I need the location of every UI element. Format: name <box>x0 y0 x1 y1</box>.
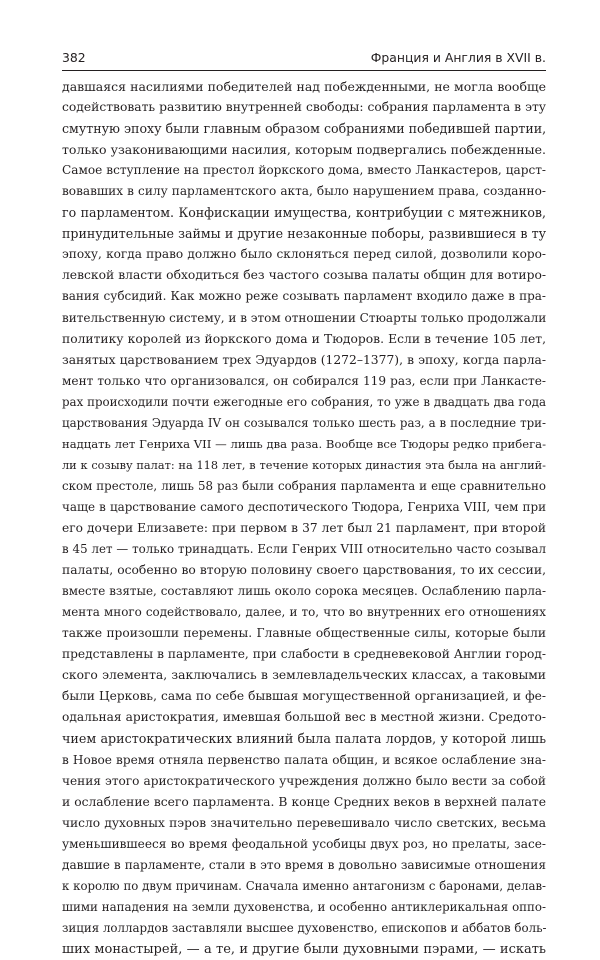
text-line: давшаяся насилиями победителей над побежденными, не могла вообще <box>62 79 546 94</box>
text-line: и ослабление всего парламента. В конце Средних веков в верхней палате <box>62 794 546 809</box>
text-line: ского элемента, заключались в землевладельческих классах, а таковыми <box>62 668 546 683</box>
page-number: 382 <box>62 50 86 65</box>
text-line: ли к созыву палат: на 118 лет, в течение которых династия эта была на англий- <box>62 458 546 472</box>
text-line: занятых царствованием трех Эдуардов (1272–1377), в эпоху, когда парла- <box>62 352 546 367</box>
text-line: вместе взятые, составляют лишь около сорока месяцев. Ослаблению парла- <box>62 584 546 599</box>
text-line: в 45 лет — только тринадцать. Если Генрих VIII относительно часто созывал <box>62 542 546 557</box>
text-line: политику королей из йоркского дома и Тюдоров. Если в течение 105 лет, <box>62 331 546 346</box>
text-line: ших монастырей, — а те, и другие были духовными пэрами, — искать <box>62 941 546 957</box>
text-line: чения этого аристократического учреждения должно было вести за собой <box>62 773 546 788</box>
text-line: мент только что организовался, он собирался 119 раз, если при Ланкасте- <box>62 373 546 388</box>
text-line: представлены в парламенте, при слабости в средневековой Англии город- <box>62 647 546 662</box>
text-line: чием аристократических влияний была палата лордов, у которой лишь <box>62 731 546 747</box>
running-title: Франция и Англия в XVII в. <box>370 50 546 65</box>
text-line: вовавших в силу парламентского акта, было нарушением права, созданно- <box>62 184 546 199</box>
text-line: число духовных пэров значительно перевешивало число светских, весьма <box>62 815 546 830</box>
text-line: также произошли перемены. Главные общественные силы, которые были <box>62 626 546 641</box>
text-line: левской власти обходиться без частого созыва палаты общин для вотиро- <box>62 268 546 283</box>
text-line: палаты, особенно во вторую половину своего царствования, то их сессии, <box>62 563 546 578</box>
text-line: шими нападения на земли духовенства, и особенно антиклерикальная оппо- <box>62 899 546 914</box>
text-line: только узаконивающими насилия, которым подвергались побежденные. <box>62 142 546 158</box>
text-line: зиция лоллардов заставляли высшее духовенство, епископов и аббатов боль- <box>62 920 546 935</box>
text-line: вания субсидий. Как можно реже созывать парламент входило даже в пра- <box>62 289 546 304</box>
text-line: Самое вступление на престол йоркского дома, вместо Ланкастеров, царст- <box>62 163 546 178</box>
text-line: ском престоле, лишь 58 раз были собрания парламента и еще сравнительно <box>62 478 546 493</box>
text-line: надцать лет Генриха VII — лишь два раза. Вообще все Тюдоры редко прибега- <box>62 436 546 451</box>
text-line: рах происходили почти ежегодные его собрания, то уже в двадцать два года <box>62 394 546 409</box>
text-line: чаще в царствование самого деспотического Тюдора, Генриха VIII, чем при <box>62 499 546 514</box>
text-line: уменьшившееся во время феодальной усобицы двух роз, но прелаты, засе- <box>62 836 546 851</box>
body-text <box>62 76 546 960</box>
text-line: в Новое время отняла первенство палата общин, и всякое ослабление зна- <box>62 752 546 767</box>
text-line: эпоху, когда право должно было склоняться перед силой, дозволили коро- <box>62 247 546 262</box>
text-line: к королю по двум причинам. Сначала именно антагонизм с баронами, делав- <box>62 878 546 893</box>
text-line: вительственную систему, и в этом отношении Стюарты только продолжали <box>62 310 546 325</box>
text-line: были Церковь, сама по себе бывшая могущественной организацией, и фе- <box>62 689 546 704</box>
text-line: го парламентом. Конфискации имущества, контрибуции с мятежников, <box>62 205 546 221</box>
text-line: смутную эпоху были главным образом собраниями победившей партии, <box>62 121 546 137</box>
page-header <box>62 49 546 67</box>
text-line: мента много содействовало, далее, и то, что во внутренних его отношениях <box>62 605 546 620</box>
text-line: царствования Эдуарда IV он созывался только шесть раз, а в последние три- <box>62 415 546 430</box>
text-line: содействовать развитию внутренней свободы: собрания парламента в эту <box>62 100 546 115</box>
text-line: давшие в парламенте, стали в это время в довольно зависимые отношения <box>62 857 546 872</box>
header-rule <box>62 70 546 71</box>
text-line: одальная аристократия, имевшая большой вес в местной жизни. Средото- <box>62 710 546 725</box>
text-line: принудительные займы и другие незаконные поборы, развившиеся в ту <box>62 226 546 242</box>
text-line: его дочери Елизавете: при первом в 37 лет был 21 парламент, при второй <box>62 520 546 535</box>
